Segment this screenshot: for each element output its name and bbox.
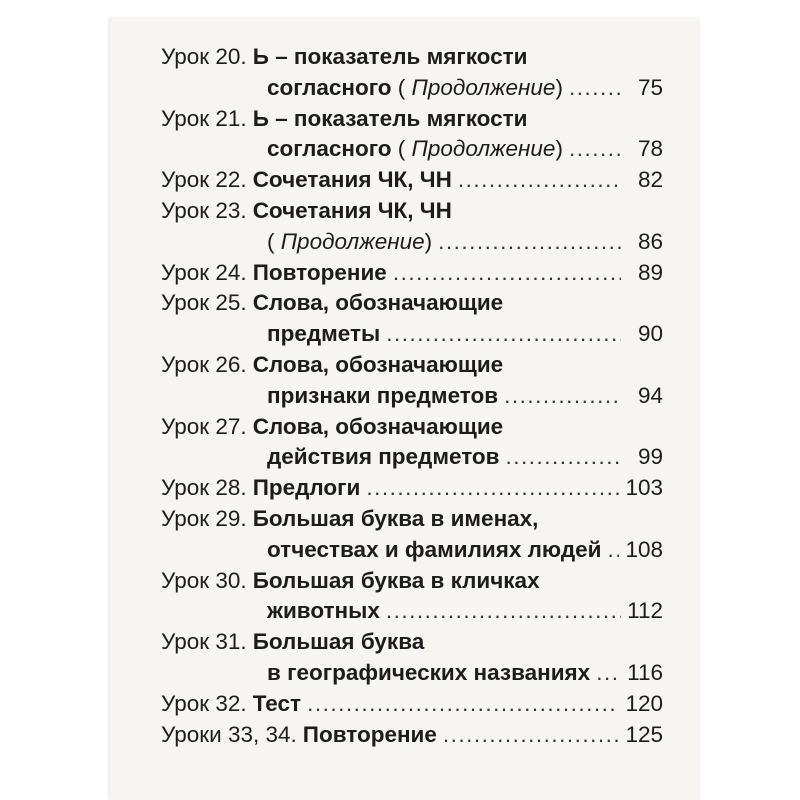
toc-entry-continuation: [161, 319, 663, 350]
lesson-title-text: [253, 412, 503, 443]
lesson-title-text: [253, 504, 539, 535]
lesson-number: Урок 28.: [161, 475, 247, 501]
toc-entry: [161, 720, 663, 751]
lesson-title: Ь – показатель мягкости: [252, 44, 528, 69]
toc-entry: [161, 258, 663, 289]
lesson-title: Большая буква в кличках: [252, 567, 540, 593]
note-close-paren: ): [555, 136, 563, 162]
note-open-paren: (: [391, 74, 412, 100]
note-close-paren: ): [424, 228, 433, 254]
toc-entry-continuation: [161, 535, 663, 566]
lesson-title: Сочетания ЧК, ЧН: [252, 167, 452, 193]
lesson-title-text: [267, 227, 432, 258]
lesson-title: признаки предметов: [267, 382, 499, 408]
lesson-number: Урок 29.: [161, 505, 247, 531]
lesson-title-text: [253, 689, 301, 720]
toc-entry-continuation: [161, 596, 663, 627]
toc-entry-continuation: [161, 442, 663, 473]
lesson-note: [392, 75, 563, 100]
lesson-number: Урок 27.: [161, 413, 247, 439]
lesson-title: Слова, обозначающие: [252, 351, 504, 377]
lesson-number: Урок 20.: [161, 44, 247, 69]
lesson-title: согласного: [267, 74, 392, 100]
lesson-title-text: [267, 381, 498, 412]
toc-entry-continuation: [161, 73, 663, 104]
lesson-title: в географических названиях: [267, 659, 591, 685]
lesson-title-text: [253, 288, 503, 319]
lesson-title: Предлоги: [252, 475, 361, 501]
toc-entry: [161, 165, 663, 196]
page-number: 125: [625, 721, 663, 747]
lesson-title: согласного: [267, 136, 392, 162]
lesson-title-text: [253, 627, 425, 658]
toc-entry-continuation: [161, 227, 663, 258]
page-number: 89: [637, 259, 663, 285]
dot-leader: [307, 689, 619, 720]
lesson-note: [267, 229, 432, 254]
dot-leader: [386, 596, 621, 627]
lesson-title: Сочетания ЧК, ЧН: [252, 197, 452, 223]
toc-entry: [161, 288, 663, 319]
note-close-paren: ): [555, 74, 563, 100]
dot-leader: [504, 381, 621, 412]
lesson-title-text: [253, 196, 452, 227]
toc-entry: [161, 412, 663, 443]
lesson-number: Урок 21.: [161, 105, 247, 131]
lesson-title-text: [267, 535, 601, 566]
lesson-title: Большая буква в именах,: [252, 505, 539, 531]
lesson-title-text: [267, 73, 563, 104]
lesson-title-text: [303, 720, 437, 751]
lesson-title-text: [253, 350, 503, 381]
dot-leader: [569, 134, 621, 165]
page-number: 112: [627, 598, 663, 624]
lesson-number: Урок 22.: [161, 167, 247, 193]
dot-leader: [443, 720, 620, 751]
lesson-title-text: [253, 104, 528, 135]
toc-entry-continuation: [161, 658, 663, 689]
table-of-contents: [161, 42, 663, 750]
toc-entry: [161, 627, 663, 658]
lesson-note: [392, 136, 563, 161]
lesson-title: Слова, обозначающие: [252, 413, 504, 439]
lesson-number: Урок 23.: [161, 197, 247, 223]
note-text: Продолжение: [280, 228, 425, 254]
page-number: 78: [637, 136, 663, 162]
page-number: 82: [637, 167, 663, 193]
page-number: 99: [637, 444, 663, 470]
dot-leader: [366, 473, 619, 504]
lesson-title-text: [267, 442, 500, 473]
page-number: 94: [637, 382, 663, 408]
lesson-title: предметы: [267, 321, 381, 347]
lesson-title: действия предметов: [267, 444, 500, 470]
lesson-title-text: [267, 658, 590, 689]
lesson-title: Слова, обозначающие: [252, 290, 504, 316]
page-number: 75: [637, 74, 663, 100]
page-number: 108: [625, 536, 663, 562]
dot-leader: [607, 535, 619, 566]
toc-entry: [161, 566, 663, 597]
lesson-title-text: [253, 165, 452, 196]
toc-entry: [161, 42, 663, 73]
dot-leader: [393, 258, 621, 289]
dot-leader: [596, 658, 621, 689]
note-text: Продолжение: [411, 74, 556, 100]
page-number: 120: [625, 690, 663, 716]
dot-leader: [438, 227, 621, 258]
lesson-title-text: [253, 473, 361, 504]
lesson-title-text: [267, 596, 380, 627]
toc-entry-continuation: [161, 134, 663, 165]
lesson-title: Большая буква: [252, 629, 425, 655]
note-open-paren: (: [267, 228, 281, 254]
lesson-title: Повторение: [302, 721, 437, 747]
page-number: 116: [627, 659, 663, 685]
dot-leader: [506, 442, 622, 473]
toc-entry: [161, 689, 663, 720]
lesson-title: Ь – показатель мягкости: [252, 105, 528, 131]
page-number: 86: [637, 228, 663, 254]
lesson-number: Урок 24.: [161, 259, 247, 285]
lesson-title-text: [267, 134, 563, 165]
lesson-title-text: [267, 319, 380, 350]
page-number: 90: [637, 321, 663, 347]
toc-entry: [161, 350, 663, 381]
note-text: Продолжение: [411, 136, 556, 162]
dot-leader: [458, 165, 621, 196]
lesson-number: Уроки 33, 34.: [161, 721, 297, 747]
lesson-title-text: [253, 566, 540, 597]
lesson-number: Урок 30.: [161, 567, 247, 593]
dot-leader: [569, 73, 621, 104]
toc-entry: [161, 196, 663, 227]
page-number: 103: [625, 475, 663, 501]
toc-entry: [161, 104, 663, 135]
lesson-number: Урок 25.: [161, 290, 247, 316]
lesson-title-text: [253, 42, 528, 73]
lesson-title: отчествах и фамилиях людей: [267, 536, 602, 562]
lesson-title-text: [253, 258, 387, 289]
lesson-title: Тест: [252, 690, 302, 716]
lesson-title: животных: [267, 598, 380, 624]
toc-entry: [161, 504, 663, 535]
lesson-number: Урок 31.: [161, 629, 247, 655]
lesson-number: Урок 26.: [161, 351, 247, 377]
toc-entry-continuation: [161, 381, 663, 412]
lesson-number: Урок 32.: [161, 690, 247, 716]
toc-entry: [161, 473, 663, 504]
lesson-title: Повторение: [252, 259, 387, 285]
dot-leader: [386, 319, 621, 350]
note-open-paren: (: [391, 136, 412, 162]
